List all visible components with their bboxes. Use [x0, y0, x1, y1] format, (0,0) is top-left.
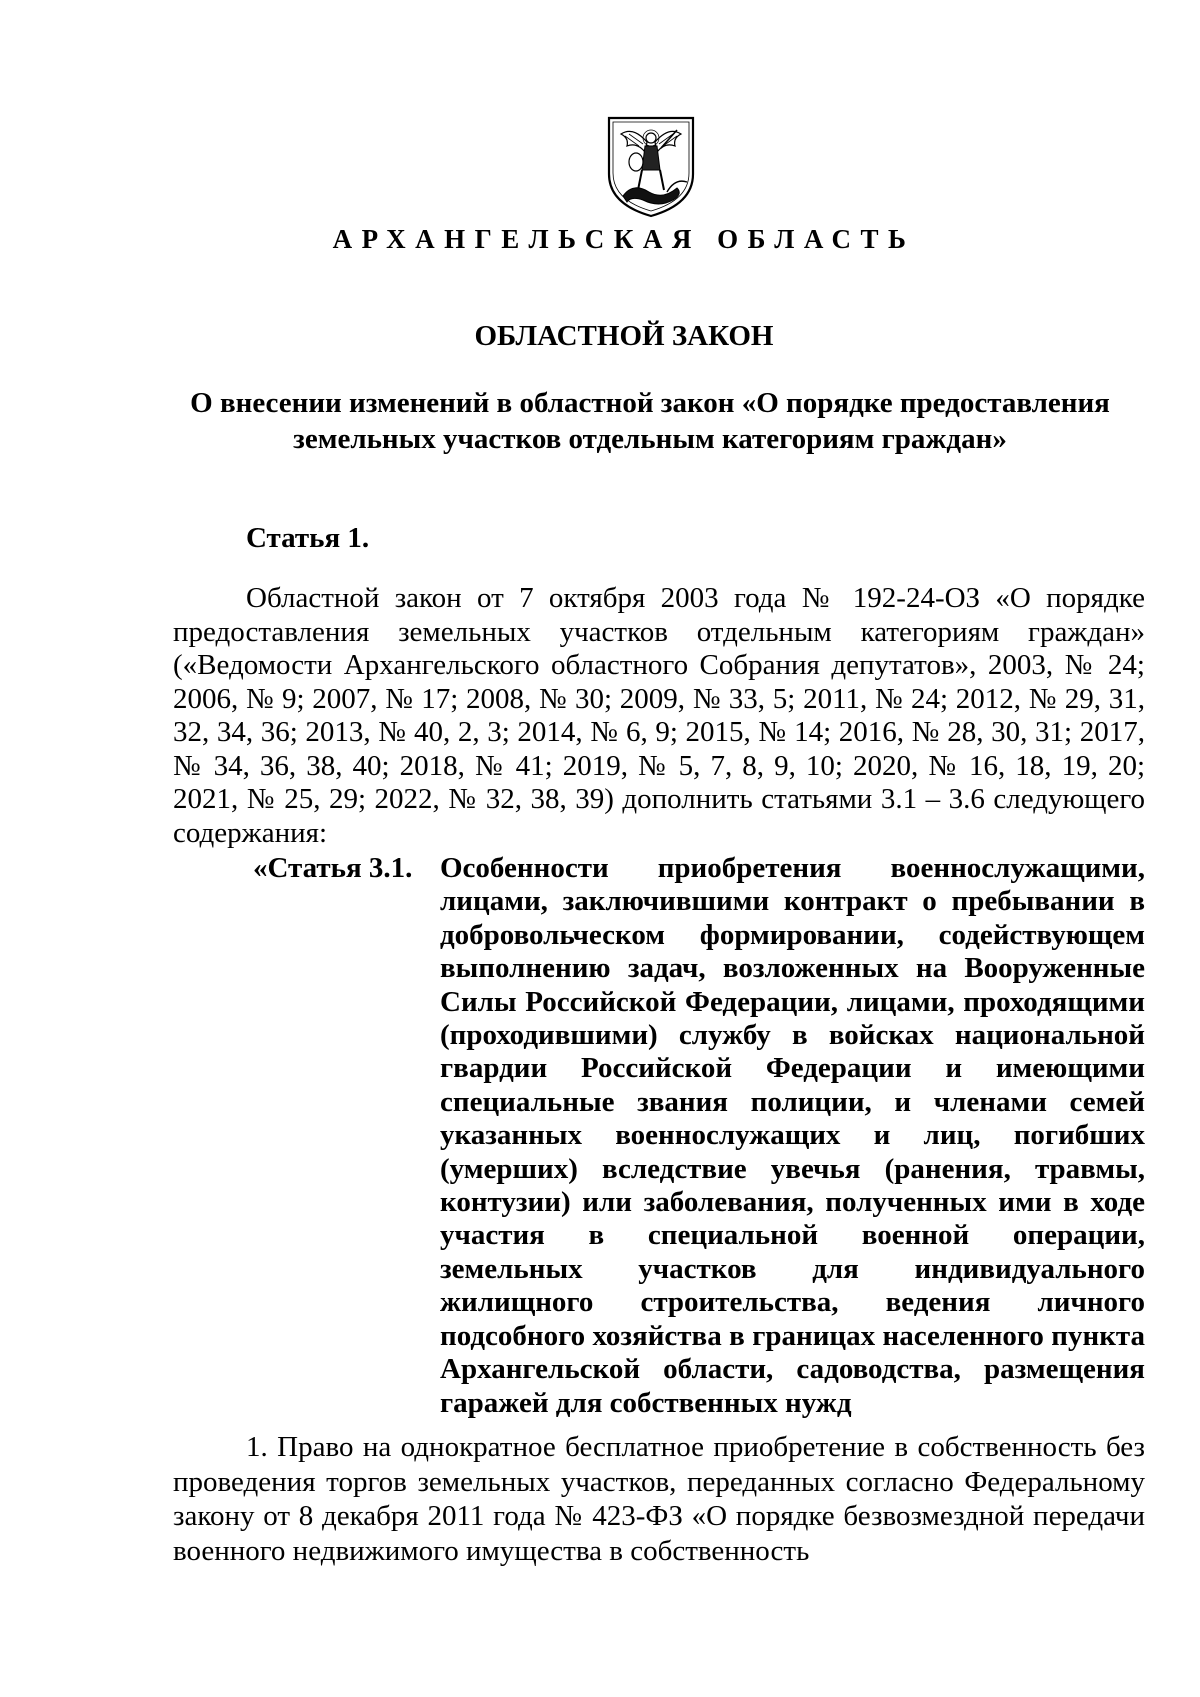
- article-3-1-title-text: Особенности приобретения военнослужащими, лицами, заключившими контракт о пребывании в добровольческом формировании, содействующем выполнению задач, возложенных на Вооруженные Силы Российской Федерации, лицами, проходящими (проходившими) службу в войсках национальной гвардии Российской Федерации и имеющими специальные звания полиции, и членами семей указанных военнослужащих и лиц, погибших (умерших) вследствие увечья (ранения, травмы, контузии) или заболевания, полученных ими в ходе участия в специальной военной операции, земельных участков для индивидуального жилищного строительства, ведения личного подсобного хозяйства в границах населенного пункта Архангельской области, садоводства, размещения гаражей для собственных нужд: [440, 852, 1145, 1419]
- article-3-1-label: «Статья 3.1.: [253, 852, 413, 884]
- article-1-paragraph: Областной закон от 7 октября 2003 года № 192-24-ОЗ «О порядке предоставления земельных участков отдельным категориям граждан» («Ведомости Архангельского областного Собрания депутатов», 2003, № 24; 2006, № 9; 2007, № 17; 2008, № 30; 2009, № 33, 5; 2011, № 24; 2012, № 29, 31, 32, 34, 36; 2013, № 40, 2, 3; 2014, № 6, 9; 2015, № 14; 2016, № 28, 30, 31; 2017, № 34, 36, 38, 40; 2018, № 41; 2019, № 5, 7, 8, 9, 10; 2020, № 16, 18, 19, 20; 2021, № 25, 29; 2022, № 32, 38, 39) дополнить статьями 3.1 – 3.6 следующего содержания:: [173, 582, 1145, 849]
- article-1-heading: Статья 1.: [246, 522, 370, 554]
- law-title-line-1: О внесении изменений в областной закон «О порядке предоставления: [190, 387, 1110, 419]
- law-type-heading: ОБЛАСТНОЙ ЗАКОН: [474, 320, 774, 352]
- law-title-line-2: земельных участков отдельным категориям граждан»: [293, 423, 1007, 455]
- coat-of-arms-icon: [603, 112, 699, 220]
- article-3-1-title: [440, 852, 1145, 1420]
- article-1-body: [173, 582, 1145, 850]
- region-name: АРХАНГЕЛЬСКАЯ ОБЛАСТЬ: [332, 224, 916, 254]
- article-3-1-body: [173, 1430, 1145, 1568]
- article-3-1-paragraph-1: 1. Право на однократное бесплатное приобретение в собственность без проведения торгов земельных участков, переданных согласно Федеральному закону от 8 декабря 2011 года № 423-ФЗ «О порядке безвозмездной передачи военного недвижимого имущества в собственность: [173, 1431, 1145, 1567]
